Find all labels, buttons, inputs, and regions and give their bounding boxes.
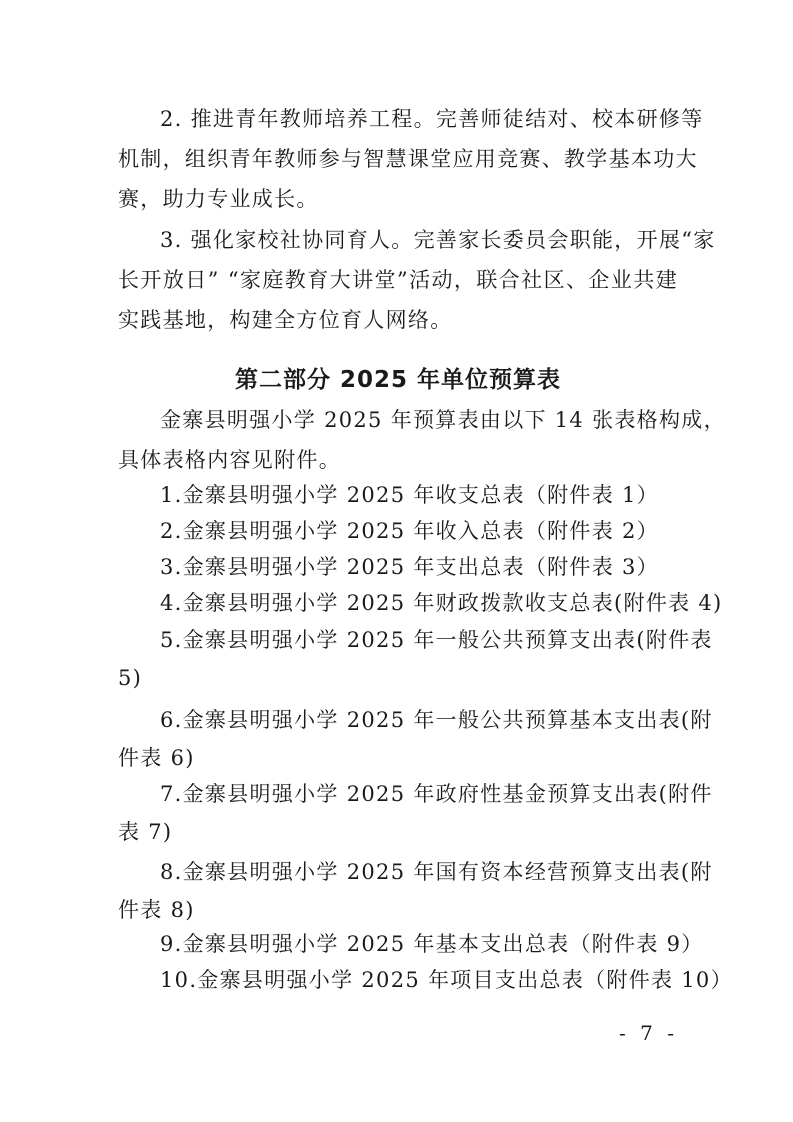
list-item-7-line-2: 表 7) (118, 820, 173, 844)
list-item-2: 2.金寨县明强小学 2025 年收入总表（附件表 2） (160, 519, 659, 543)
intro-line-1: 金寨县明强小学 2025 年预算表由以下 14 张表格构成， (160, 408, 726, 432)
list-item-7-line-1: 7.金寨县明强小学 2025 年政府性基金预算支出表(附件 (160, 782, 713, 806)
paragraph-2-line-3: 赛，助力专业成长。 (118, 187, 319, 211)
list-item-8-line-1: 8.金寨县明强小学 2025 年国有资本经营预算支出表(附 (160, 860, 713, 884)
list-item-6-line-2: 件表 6) (118, 746, 195, 770)
page-number: - 7 - (619, 1021, 678, 1045)
list-item-5-line-1: 5.金寨县明强小学 2025 年一般公共预算支出表(附件表 (160, 628, 713, 652)
list-item-6-line-1: 6.金寨县明强小学 2025 年一般公共预算基本支出表(附 (160, 708, 713, 732)
list-item-1: 1.金寨县明强小学 2025 年收支总表（附件表 1） (160, 483, 659, 507)
list-item-4: 4.金寨县明强小学 2025 年财政拨款收支总表(附件表 4) (160, 591, 723, 615)
paragraph-3-line-1: 3. 强化家校社协同育人。完善家长委员会职能，开展“家 (160, 228, 716, 252)
list-item-3: 3.金寨县明强小学 2025 年支出总表（附件表 3） (160, 555, 659, 579)
paragraph-3-line-2: 长开放日” “家庭教育大讲堂”活动，联合社区、企业共建 (118, 268, 678, 292)
list-item-5-line-2: 5) (118, 666, 143, 690)
paragraph-2-line-2: 机制，组织青年教师参与智慧课堂应用竞赛、教学基本功大 (118, 147, 698, 171)
paragraph-2-line-1: 2. 推进青年教师培养工程。完善师徒结对、校本研修等 (160, 107, 704, 131)
intro-line-2: 具体表格内容见附件。 (118, 448, 341, 472)
paragraph-3-line-3: 实践基地，构建全方位育人网络。 (118, 308, 453, 332)
list-item-10: 10.金寨县明强小学 2025 年项目支出总表（附件表 10） (160, 968, 733, 992)
list-item-8-line-2: 件表 8) (118, 898, 195, 922)
list-item-9: 9.金寨县明强小学 2025 年基本支出总表（附件表 9） (160, 932, 704, 956)
section-heading: 第二部分 2025 年单位预算表 (234, 367, 562, 393)
